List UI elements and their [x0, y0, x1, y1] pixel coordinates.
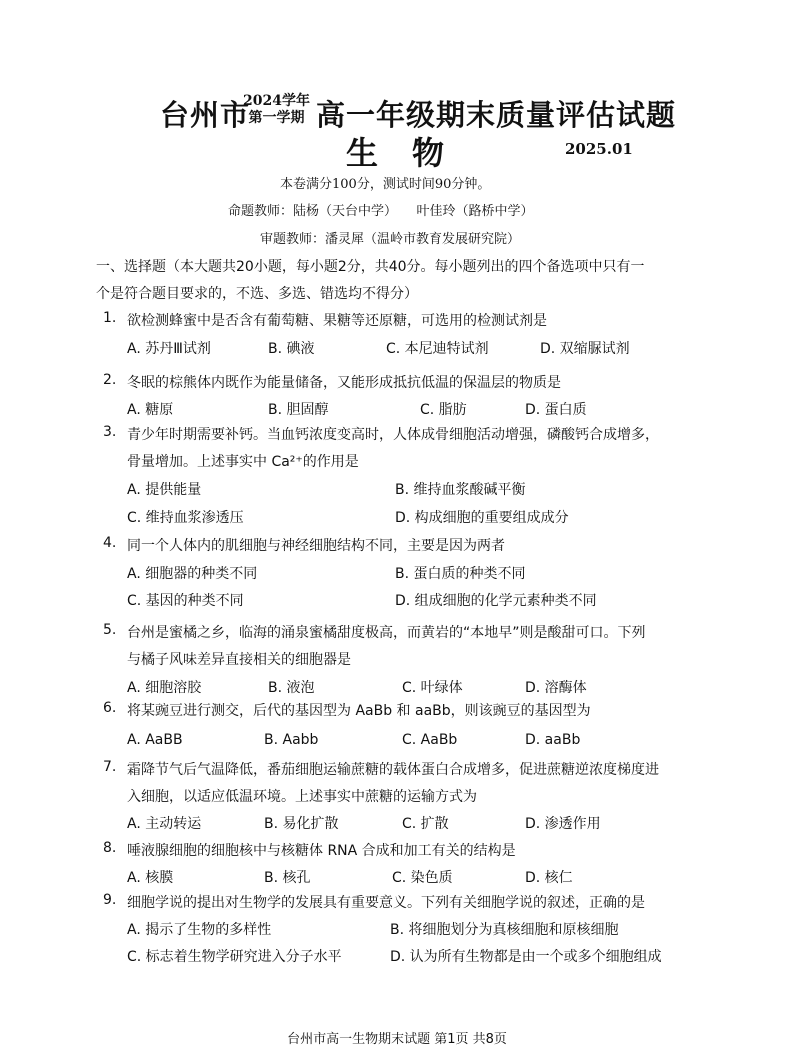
option-b: B. 核孔 — [264, 870, 311, 886]
question-stem-cont: 入细胞，以适应低温环境。上述事实中蔗糖的运输方式为 — [127, 789, 477, 805]
question-stem: 将某豌豆进行测交，后代的基因型为 AaBb 和 aaBb，则该豌豆的基因型为 — [127, 703, 591, 719]
option-c: C. 基因的种类不同 — [127, 593, 244, 609]
question-number: 8. — [103, 840, 117, 856]
option-a: A. 细胞器的种类不同 — [127, 566, 258, 582]
option-c: C. AaBb — [402, 732, 458, 748]
option-b: B. 易化扩散 — [264, 816, 339, 832]
option-c: C. 叶绿体 — [402, 680, 463, 696]
question-stem-cont: 骨量增加。上述事实中 Ca²⁺的作用是 — [127, 454, 359, 470]
option-a: A. AaBB — [127, 732, 183, 748]
page-footer: 台州市高一生物期末试题 第1页 共8页 — [287, 1032, 507, 1047]
option-c: C. 维持血浆渗透压 — [127, 510, 244, 526]
question-stem: 欲检测蜂蜜中是否含有葡萄糖、果糖等还原糖，可选用的检测试剂是 — [127, 313, 547, 329]
question-number: 4. — [103, 535, 117, 551]
question-stem: 台州是蜜橘之乡，临海的涌泉蜜橘甜度极高，而黄岩的“本地早”则是酸甜可口。下列 — [127, 625, 646, 641]
question-number: 2. — [103, 372, 117, 388]
question-number: 1. — [103, 310, 117, 326]
title-year: 2024学年 — [243, 93, 310, 109]
exam-date: 2025.01 — [565, 140, 633, 158]
question-stem-cont: 与橘子风味差异直接相关的细胞器是 — [127, 652, 351, 668]
option-a: A. 糖原 — [127, 402, 174, 418]
option-b: B. 维持血浆酸碱平衡 — [395, 482, 526, 498]
option-d: D. aaBb — [525, 732, 581, 748]
title-semester: 第一学期 — [248, 110, 305, 126]
question-stem: 霜降节气后气温降低，番茄细胞运输蔗糖的载体蛋白合成增多，促进蔗糖逆浓度梯度进 — [127, 762, 659, 778]
page-title: 高一年级期末质量评估试题 — [316, 98, 677, 132]
question-stem: 细胞学说的提出对生物学的发展具有重要意义。下列有关细胞学说的叙述，正确的是 — [127, 895, 645, 911]
option-b: B. 液泡 — [268, 680, 315, 696]
title-city: 台州市 — [160, 98, 251, 132]
option-d: D. 蛋白质 — [525, 402, 587, 418]
option-c: C. 本尼迪特试剂 — [386, 341, 489, 357]
option-d: D. 组成细胞的化学元素种类不同 — [395, 593, 597, 609]
option-d: D. 渗透作用 — [525, 816, 601, 832]
question-stem: 冬眠的棕熊体内既作为能量储备，又能形成抵抗低温的保温层的物质是 — [127, 375, 561, 391]
option-d: D. 构成细胞的重要组成成分 — [395, 510, 569, 526]
option-a: A. 细胞溶胶 — [127, 680, 202, 696]
question-stem: 同一个人体内的肌细胞与神经细胞结构不同，主要是因为两者 — [127, 538, 505, 554]
option-c: C. 扩散 — [402, 816, 449, 832]
subject-title: 生物 — [346, 134, 479, 172]
option-a: A. 主动转运 — [127, 816, 202, 832]
option-b: B. 将细胞划分为真核细胞和原核细胞 — [390, 922, 619, 938]
option-d: D. 核仁 — [525, 870, 573, 886]
question-stem: 唾液腺细胞的细胞核中与核糖体 RNA 合成和加工有关的结构是 — [127, 843, 516, 859]
option-a: A. 揭示了生物的多样性 — [127, 922, 272, 938]
title-term — [243, 93, 310, 127]
option-b: B. 碘液 — [268, 341, 315, 357]
authors-info: 命题教师：陆杨（天台中学） 叶佳玲（路桥中学） — [228, 204, 534, 219]
reviewer-info: 审题教师：潘灵犀（温岭市教育发展研究院） — [260, 232, 521, 247]
option-b: B. 胆固醇 — [268, 402, 329, 418]
option-d: D. 溶酶体 — [525, 680, 587, 696]
option-b: B. Aabb — [264, 732, 319, 748]
full-marks-info: 本卷满分100分，测试时间90分钟。 — [280, 177, 491, 192]
question-number: 3. — [103, 424, 117, 440]
option-a: A. 苏丹Ⅲ试剂 — [127, 341, 211, 357]
option-b: B. 蛋白质的种类不同 — [395, 566, 526, 582]
question-number: 9. — [103, 892, 117, 908]
option-c: C. 脂肪 — [420, 402, 467, 418]
option-a: A. 提供能量 — [127, 482, 202, 498]
question-number: 5. — [103, 622, 117, 638]
option-c: C. 标志着生物学研究进入分子水平 — [127, 949, 342, 965]
option-d: D. 双缩脲试剂 — [540, 341, 630, 357]
option-d: D. 认为所有生物都是由一个或多个细胞组成 — [390, 949, 662, 965]
option-c: C. 染色质 — [392, 870, 453, 886]
question-number: 6. — [103, 700, 117, 716]
question-number: 7. — [103, 759, 117, 775]
section-instructions-line1: 一、选择题（本大题共20小题，每小题2分，共40分。每小题列出的四个备选项中只有一 — [96, 259, 645, 275]
option-a: A. 核膜 — [127, 870, 174, 886]
question-stem: 青少年时期需要补钙。当血钙浓度变高时，人体成骨细胞活动增强，磷酸钙合成增多， — [127, 427, 659, 443]
section-instructions-line2: 个是符合题目要求的，不选、多选、错选均不得分） — [96, 286, 418, 302]
